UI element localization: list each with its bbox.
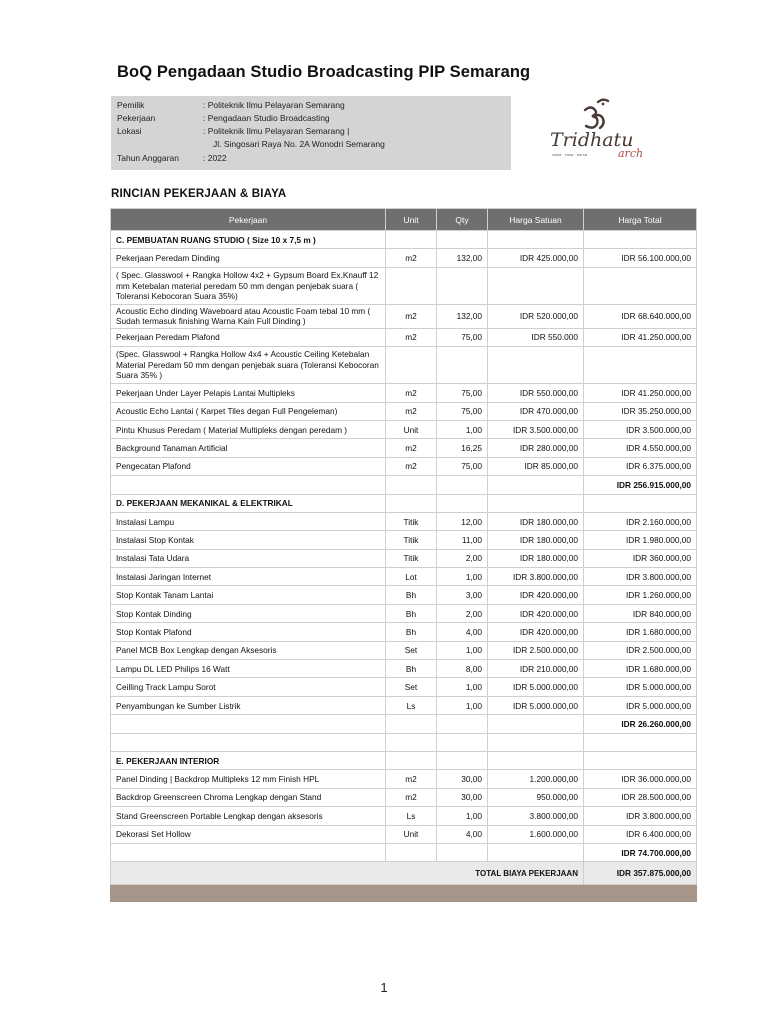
info-label: Pekerjaan bbox=[117, 113, 156, 123]
column-header-harga-satuan: Harga Satuan bbox=[488, 209, 584, 231]
cell-unit: Bh bbox=[386, 660, 437, 678]
cell-qty: 1,00 bbox=[437, 568, 488, 586]
cell-item: Pintu Khusus Peredam ( Material Multipleks dengan peredam ) bbox=[111, 420, 386, 438]
info-label: Pemilik bbox=[117, 100, 145, 110]
footer-band-row bbox=[111, 885, 697, 902]
cell-total: IDR 2.160.000,00 bbox=[584, 512, 697, 530]
cell-price: IDR 520.000,00 bbox=[488, 304, 584, 328]
table-row bbox=[111, 531, 697, 549]
cell-price: IDR 3.800.000,00 bbox=[488, 568, 584, 586]
cell-qty: 3,00 bbox=[437, 586, 488, 604]
cell-total bbox=[584, 267, 697, 304]
cell-item: Stand Greenscreen Portable Lengkap dengan aksesoris bbox=[111, 807, 386, 825]
cell-total: IDR 1.260.000,00 bbox=[584, 586, 697, 604]
cell-total: IDR 3.800.000,00 bbox=[584, 568, 697, 586]
table-header-row bbox=[111, 209, 697, 231]
cell-unit: Unit bbox=[386, 420, 437, 438]
document-title: BoQ Pengadaan Studio Broadcasting PIP Semarang bbox=[117, 63, 531, 81]
cell-item: Instalasi Tata Udara bbox=[111, 549, 386, 567]
table-row bbox=[111, 328, 697, 346]
cell-qty bbox=[437, 267, 488, 304]
cell-price: IDR 550.000 bbox=[488, 328, 584, 346]
cell-qty: 2,00 bbox=[437, 604, 488, 622]
cell-total: IDR 360.000,00 bbox=[584, 549, 697, 567]
cell-total: IDR 41.250.000,00 bbox=[584, 328, 697, 346]
cell-price: IDR 180.000,00 bbox=[488, 531, 584, 549]
cell-price: IDR 280.000,00 bbox=[488, 439, 584, 457]
cell-unit: m2 bbox=[386, 304, 437, 328]
cell-price bbox=[488, 347, 584, 384]
cell-qty: 75,00 bbox=[437, 402, 488, 420]
grand-total-label: TOTAL BIAYA PEKERJAAN bbox=[111, 862, 584, 885]
cell-item: Instalasi Stop Kontak bbox=[111, 531, 386, 549]
cell-total: IDR 41.250.000,00 bbox=[584, 384, 697, 402]
cell-total: IDR 1.980.000,00 bbox=[584, 531, 697, 549]
cell-price: IDR 3.500.000,00 bbox=[488, 420, 584, 438]
cell-item: Pekerjaan Peredam Dinding bbox=[111, 249, 386, 267]
cell-total bbox=[584, 347, 697, 384]
cell-unit: m2 bbox=[386, 770, 437, 788]
cell-unit bbox=[386, 267, 437, 304]
cell-item: ( Spec. Glasswool + Rangka Hollow 4x2 + Gypsum Board Ex.Knauff 12 mm Ketebalan material peredam 50 mm dengan penjebak suara ( Toleransi Kebocoran Suara 35%) bbox=[111, 267, 386, 304]
cell-item: Pekerjaan Peredam Plafond bbox=[111, 328, 386, 346]
cell-total: IDR 840.000,00 bbox=[584, 604, 697, 622]
cell-total: IDR 56.100.000,00 bbox=[584, 249, 697, 267]
cell-price: 1.200.000,00 bbox=[488, 770, 584, 788]
cell-qty: 75,00 bbox=[437, 457, 488, 475]
cell-qty: 11,00 bbox=[437, 531, 488, 549]
cell-qty: 75,00 bbox=[437, 328, 488, 346]
om-symbol-icon bbox=[585, 100, 608, 128]
info-label: Lokasi bbox=[117, 126, 142, 136]
grand-total-amount: IDR 357.875.000,00 bbox=[616, 868, 691, 879]
cell-item: (Spec. Glasswool + Rangka Hollow 4x4 + Acoustic Ceiling Ketebalan Material Peredam 50 mm dengan penjebak suara (Toleransi Kebocoran Suara 35% ) bbox=[111, 347, 386, 384]
subtotal-value bbox=[584, 843, 697, 861]
tridhatu-logo bbox=[548, 98, 648, 162]
page-number: 1 bbox=[380, 980, 388, 995]
cell-unit: m2 bbox=[386, 402, 437, 420]
info-value: : Politeknik Ilmu Pelayaran Semarang bbox=[203, 100, 345, 110]
cell-total: IDR 5.000.000,00 bbox=[584, 696, 697, 714]
subtotal-value bbox=[584, 476, 697, 494]
section-title: D. PEKERJAAN MEKANIKAL & ELEKTRIKAL bbox=[111, 494, 386, 512]
info-row-address bbox=[117, 139, 385, 149]
cell-price: IDR 550.000,00 bbox=[488, 384, 584, 402]
cell-item: Lampu DL LED Philips 16 Watt bbox=[111, 660, 386, 678]
cell-qty: 132,00 bbox=[437, 249, 488, 267]
cell-unit: Set bbox=[386, 678, 437, 696]
cell-total: IDR 1.680.000,00 bbox=[584, 623, 697, 641]
grand-total-row bbox=[111, 862, 697, 885]
section-title: E. PEKERJAAN INTERIOR bbox=[111, 751, 386, 769]
cell-item: Stop Kontak Dinding bbox=[111, 604, 386, 622]
cell-price: IDR 180.000,00 bbox=[488, 512, 584, 530]
cell-unit: m2 bbox=[386, 439, 437, 457]
cell-price: IDR 420.000,00 bbox=[488, 604, 584, 622]
boq-table bbox=[110, 208, 697, 902]
cell-unit bbox=[386, 347, 437, 384]
cell-total: IDR 6.400.000,00 bbox=[584, 825, 697, 843]
cell-qty: 1,00 bbox=[437, 696, 488, 714]
cell-total: IDR 35.250.000,00 bbox=[584, 402, 697, 420]
cell-total: IDR 5.000.000,00 bbox=[584, 678, 697, 696]
cell-price: IDR 420.000,00 bbox=[488, 586, 584, 604]
subtotal-row bbox=[111, 476, 697, 494]
cell-unit: m2 bbox=[386, 788, 437, 806]
table-row bbox=[111, 807, 697, 825]
cell-unit: Lot bbox=[386, 568, 437, 586]
table-row bbox=[111, 623, 697, 641]
cell-price: IDR 5.000.000,00 bbox=[488, 696, 584, 714]
info-row-work bbox=[117, 113, 330, 123]
table-row bbox=[111, 788, 697, 806]
subtotal-amount: IDR 26.260.000,00 bbox=[621, 718, 691, 729]
table-row bbox=[111, 402, 697, 420]
footer-band bbox=[111, 885, 584, 902]
cell-item: Ceilling Track Lampu Sorot bbox=[111, 678, 386, 696]
section-title-row bbox=[111, 751, 697, 769]
table-row bbox=[111, 549, 697, 567]
section-title: C. PEMBUATAN RUANG STUDIO ( Size 10 x 7,5 m ) bbox=[111, 231, 386, 249]
cell-qty: 16,25 bbox=[437, 439, 488, 457]
subtotal-row bbox=[111, 715, 697, 733]
cell-item: Instalasi Lampu bbox=[111, 512, 386, 530]
cell-item: Panel Dinding | Backdrop Multipleks 12 mm Finish HPL bbox=[111, 770, 386, 788]
cell-total: IDR 4.550.000,00 bbox=[584, 439, 697, 457]
column-header-harga-total: Harga Total bbox=[584, 209, 697, 231]
cell-qty: 1,00 bbox=[437, 420, 488, 438]
info-row-owner bbox=[117, 100, 345, 110]
cell-qty: 2,00 bbox=[437, 549, 488, 567]
table-row bbox=[111, 267, 697, 304]
info-row-location bbox=[117, 126, 349, 136]
table-row bbox=[111, 660, 697, 678]
table-row bbox=[111, 568, 697, 586]
info-value: : 2022 bbox=[203, 153, 227, 163]
column-header-pekerjaan: Pekerjaan bbox=[111, 209, 386, 231]
cell-unit: Bh bbox=[386, 604, 437, 622]
subtotal-amount: IDR 74.700.000,00 bbox=[621, 847, 691, 858]
cell-total: IDR 68.640.000,00 bbox=[584, 304, 697, 328]
table-row bbox=[111, 420, 697, 438]
cell-price: IDR 425.000,00 bbox=[488, 249, 584, 267]
info-value: Jl. Singosari Raya No. 2A Wonodri Semarang bbox=[213, 139, 385, 149]
cell-total: IDR 2.500.000,00 bbox=[584, 641, 697, 659]
cell-item: Penyambungan ke Sumber Listrik bbox=[111, 696, 386, 714]
table-row bbox=[111, 384, 697, 402]
cell-item: Pekerjaan Under Layer Pelapis Lantai Multipleks bbox=[111, 384, 386, 402]
cell-unit: m2 bbox=[386, 457, 437, 475]
cell-qty: 4,00 bbox=[437, 623, 488, 641]
cell-qty: 8,00 bbox=[437, 660, 488, 678]
cell-price bbox=[488, 267, 584, 304]
cell-unit: Bh bbox=[386, 623, 437, 641]
logo-wordmark: Tridhatu bbox=[550, 129, 634, 151]
cell-price: IDR 5.000.000,00 bbox=[488, 678, 584, 696]
cell-qty: 1,00 bbox=[437, 678, 488, 696]
cell-item: Instalasi Jaringan Internet bbox=[111, 568, 386, 586]
cell-price: IDR 420.000,00 bbox=[488, 623, 584, 641]
grand-total-value bbox=[584, 862, 697, 885]
cell-unit: m2 bbox=[386, 328, 437, 346]
cell-total: IDR 28.500.000,00 bbox=[584, 788, 697, 806]
empty-row bbox=[111, 733, 697, 751]
cell-unit: Bh bbox=[386, 586, 437, 604]
cell-item: Acoustic Echo dinding Waveboard atau Acoustic Foam tebal 10 mm ( Sudah termasuk finishing Warna Kain Full Dinding ) bbox=[111, 304, 386, 328]
cell-qty: 1,00 bbox=[437, 641, 488, 659]
cell-unit: Titik bbox=[386, 531, 437, 549]
table-row bbox=[111, 641, 697, 659]
cell-price: IDR 2.500.000,00 bbox=[488, 641, 584, 659]
section-heading: RINCIAN PEKERJAAN & BIAYA bbox=[111, 188, 287, 200]
cell-total: IDR 3.500.000,00 bbox=[584, 420, 697, 438]
table-row bbox=[111, 770, 697, 788]
cell-qty: 132,00 bbox=[437, 304, 488, 328]
table-row bbox=[111, 439, 697, 457]
subtotal-amount: IDR 256.915.000,00 bbox=[616, 479, 691, 490]
cell-qty: 4,00 bbox=[437, 825, 488, 843]
cell-item: Backdrop Greenscreen Chroma Lengkap dengan Stand bbox=[111, 788, 386, 806]
footer-band bbox=[584, 885, 697, 902]
subtotal-value bbox=[584, 715, 697, 733]
cell-price: IDR 210.000,00 bbox=[488, 660, 584, 678]
cell-unit: Ls bbox=[386, 807, 437, 825]
cell-item: Pengecatan Plafond bbox=[111, 457, 386, 475]
cell-qty: 1,00 bbox=[437, 807, 488, 825]
cell-qty: 12,00 bbox=[437, 512, 488, 530]
table-row bbox=[111, 825, 697, 843]
cell-price: 1.600.000,00 bbox=[488, 825, 584, 843]
cell-item: Acoustic Echo Lantai ( Karpet Tiles degan Full Pengeleman) bbox=[111, 402, 386, 420]
table-row bbox=[111, 586, 697, 604]
cell-qty: 30,00 bbox=[437, 770, 488, 788]
cell-unit: m2 bbox=[386, 384, 437, 402]
info-row-year bbox=[117, 153, 227, 163]
cell-unit: m2 bbox=[386, 249, 437, 267]
table-row bbox=[111, 249, 697, 267]
cell-item: Stop Kontak Tanam Lantai bbox=[111, 586, 386, 604]
cell-qty: 30,00 bbox=[437, 788, 488, 806]
cell-total: IDR 6.375.000,00 bbox=[584, 457, 697, 475]
logo-tagline: cipta · rasa · karsa bbox=[552, 152, 588, 157]
table-row bbox=[111, 347, 697, 384]
cell-total: IDR 36.000.000,00 bbox=[584, 770, 697, 788]
cell-unit: Unit bbox=[386, 825, 437, 843]
cell-item: Stop Kontak Plafond bbox=[111, 623, 386, 641]
project-info-box bbox=[111, 96, 511, 170]
cell-qty bbox=[437, 347, 488, 384]
cell-price: 3.800.000,00 bbox=[488, 807, 584, 825]
column-header-unit: Unit bbox=[386, 209, 437, 231]
cell-unit: Set bbox=[386, 641, 437, 659]
info-value: : Pengadaan Studio Broadcasting bbox=[203, 113, 330, 123]
logo-suffix: arch bbox=[618, 147, 644, 160]
table-row bbox=[111, 512, 697, 530]
table-row bbox=[111, 304, 697, 328]
cell-price: IDR 180.000,00 bbox=[488, 549, 584, 567]
cell-price: 950.000,00 bbox=[488, 788, 584, 806]
table-row bbox=[111, 457, 697, 475]
cell-unit: Titik bbox=[386, 549, 437, 567]
section-title-row bbox=[111, 231, 697, 249]
cell-price: IDR 85.000,00 bbox=[488, 457, 584, 475]
cell-item: Dekorasi Set Hollow bbox=[111, 825, 386, 843]
info-label: Tahun Anggaran bbox=[117, 153, 179, 163]
cell-unit: Titik bbox=[386, 512, 437, 530]
cell-unit: Ls bbox=[386, 696, 437, 714]
subtotal-row bbox=[111, 843, 697, 861]
column-header-qty: Qty bbox=[437, 209, 488, 231]
table-row bbox=[111, 678, 697, 696]
cell-total: IDR 1.680.000,00 bbox=[584, 660, 697, 678]
cell-qty: 75,00 bbox=[437, 384, 488, 402]
cell-item: Panel MCB Box Lengkap dengan Aksesoris bbox=[111, 641, 386, 659]
table-row bbox=[111, 696, 697, 714]
section-title-row bbox=[111, 494, 697, 512]
table-row bbox=[111, 604, 697, 622]
cell-price: IDR 470.000,00 bbox=[488, 402, 584, 420]
cell-item: Background Tanaman Artificial bbox=[111, 439, 386, 457]
info-value: : Politeknik Ilmu Pelayaran Semarang | bbox=[203, 126, 350, 136]
cell-total: IDR 3.800.000,00 bbox=[584, 807, 697, 825]
